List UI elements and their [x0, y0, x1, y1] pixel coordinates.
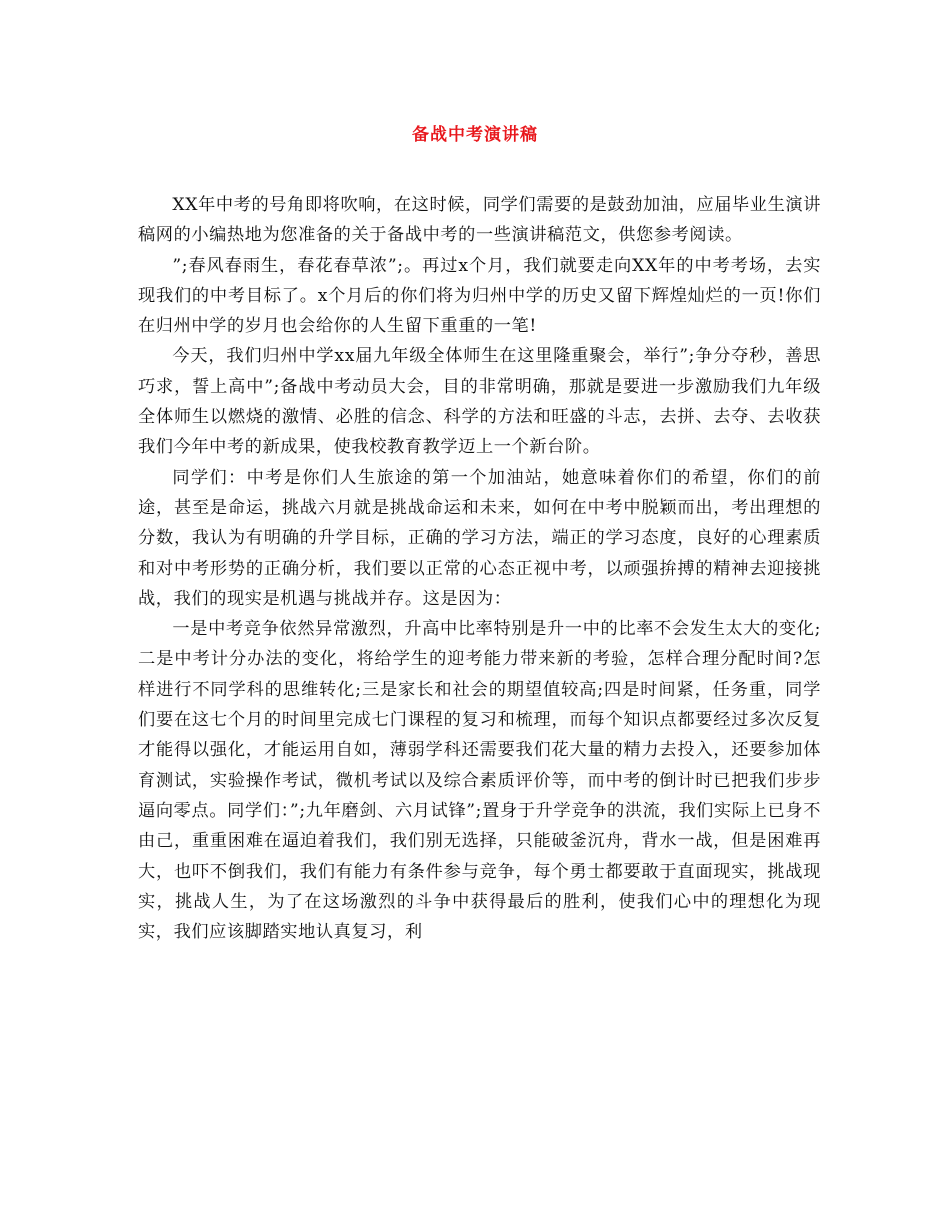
- paragraph-4: 同学们：中考是你们人生旅途的第一个加油站，她意味着你们的希望，你们的前途，甚至是命运，挑战六月就是挑战命运和未来，如何在中考中脱颖而出，考出理想的分数，我认为有明确的升学目标，正确的学习方法，端正的学习态度，良好的心理素质和对中考形势的正确分析，我们要以正常的心态正视中考，以顽强拚搏的精神去迎接挑战，我们的现实是机遇与挑战并存。这是因为：: [138, 467, 821, 609]
- document-title: 备战中考演讲稿: [412, 125, 538, 145]
- paragraph-3: 今天，我们归州中学xx届九年级全体师生在这里隆重聚会，举行”;争分夺秒，善思巧求，誓上高中”;备战中考动员大会，目的非常明确，那就是要进一步激励我们九年级全体师生以燃烧的激情、必胜的信念、科学的方法和旺盛的斗志，去拼、去夺、去收获我们今年中考的新成果，使我校教育教学迈上一个新台阶。: [138, 346, 821, 458]
- paragraph-2: ”;春风春雨生，春花春草浓”;。再过x个月，我们就要走向XX年的中考考场，去实现我们的中考目标了。x个月后的你们将为归州中学的历史又留下辉煌灿烂的一页!你们在归州中学的岁月也会给你的人生留下重重的一笔!: [138, 255, 821, 337]
- paragraph-1: XX年中考的号角即将吹响，在这时候，同学们需要的是鼓劲加油，应届毕业生演讲稿网的小编热地为您准备的关于备战中考的一些演讲稿范文，供您参考阅读。: [138, 195, 821, 246]
- document-body: [138, 190, 821, 947]
- paragraph-5: 一是中考竞争依然异常激烈，升高中比率特别是升一中的比率不会发生太大的变化;二是中考计分办法的变化，将给学生的迎考能力带来新的考验，怎样合理分配时间?怎样进行不同学科的思维转化;三是家长和社会的期望值较高;四是时间紧，任务重，同学们要在这七个月的时间里完成七门课程的复习和梳理，而每个知识点都要经过多次反复才能得以强化，才能运用自如，薄弱学科还需要我们花大量的精力去投入，还要参加体育测试，实验操作考试，微机考试以及综合素质评价等，而中考的倒计时已把我们步步逼向零点。同学们：”;九年磨剑、六月试锋”;置身于升学竞争的洪流，我们实际上已身不由己，重重困难在逼迫着我们，我们别无选择，只能破釜沉舟，背水一战，但是困难再大，也吓不倒我们，我们有能力有条件参与竞争，每个勇士都要敢于直面现实，挑战现实，挑战人生，为了在这场激烈的斗争中获得最后的胜利，使我们心中的理想化为现实，我们应该脚踏实地认真复习，利: [138, 619, 821, 943]
